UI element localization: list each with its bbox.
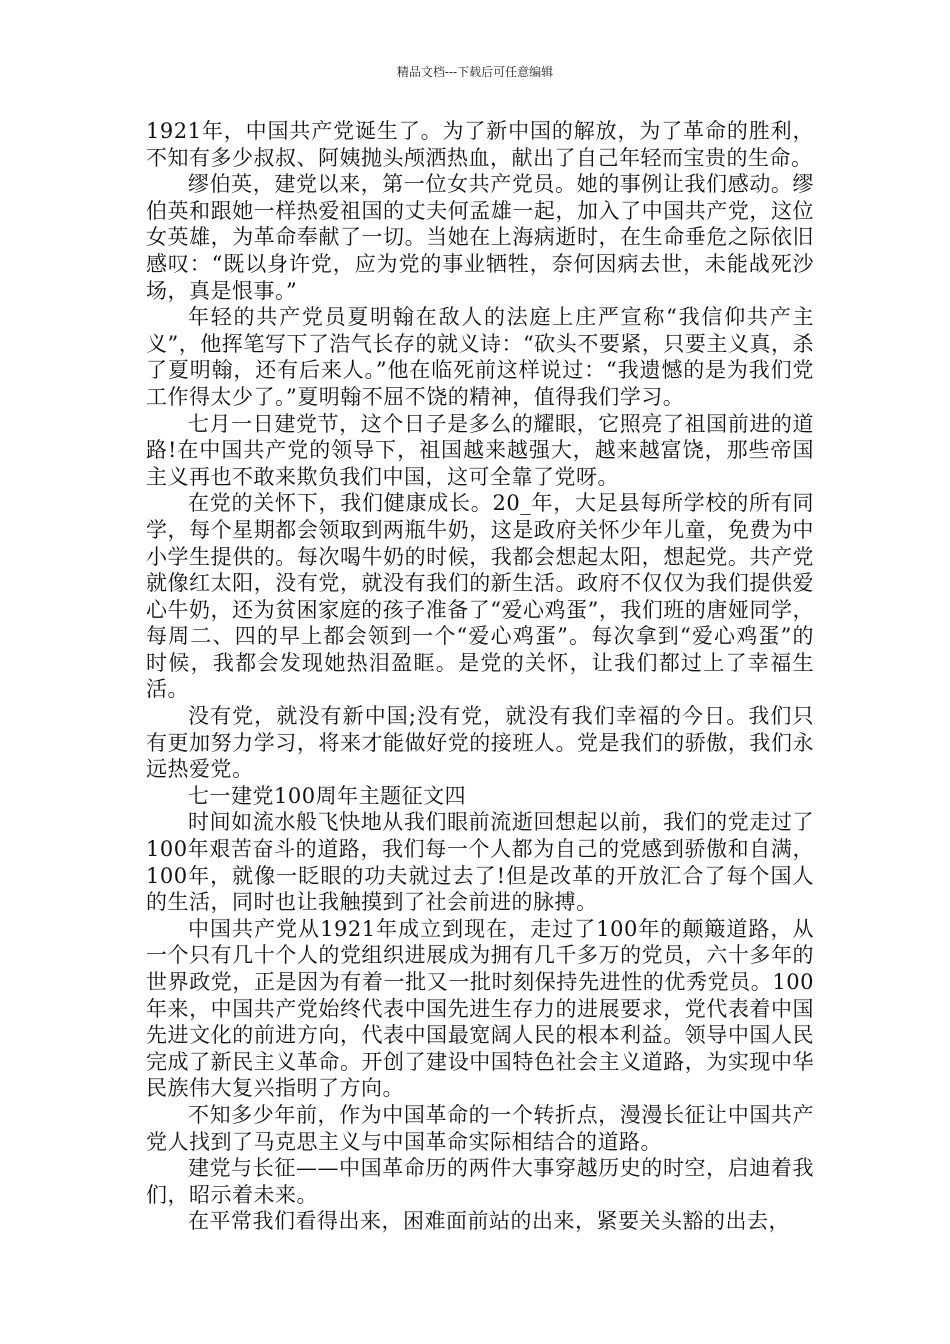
paragraph: 缪伯英，建党以来，第一位女共产党员。她的事例让我们感动。缪伯英和跟她一样热爱祖国的丈夫何孟雄一起，加入了中国共产党，这位女英雄，为革命奉献了一切。当她在上海病逝时，在生命垂危之际依旧感叹：“既以身许党，应为党的事业牺牲，奈何因病去世，未能战死沙场，真是恨事。”	[146, 172, 814, 303]
paragraph: 中国共产党从1921年成立到现在，走过了100年的颠簸道路，从一个只有几十个人的党组织进展成为拥有几千多万的党员，六十多年的世界政党，正是因为有着一批又一批时刻保持先进性的优秀党员。100年来，中国共产党始终代表中国先进生存力的进展要求，党代表着中国先进文化的前进方向，代表中国最宽阔人民的根本利益。领导中国人民完成了新民主义革命。开创了建设中国特色社会主义道路，为实现中华民族伟大复兴指明了方向。	[146, 916, 814, 1101]
document-body	[146, 118, 814, 1235]
page-header: 精品文档---下载后可任意编辑	[396, 65, 554, 79]
paragraph: 年轻的共产党员夏明翰在敌人的法庭上庄严宣称“我信仰共产主义”，他挥笔写下了浩气长存的就义诗：“砍头不要紧，只要主义真，杀了夏明翰，还有后来人。”他在临死前这样说过：“我遗憾的是为我们党工作得太少了。”夏明翰不屈不饶的精神，值得我们学习。	[146, 305, 814, 409]
paragraph: 不知多少年前，作为中国革命的一个转折点，漫漫长征让中国共产党人找到了马克思主义与中国革命实际相结合的道路。	[146, 1102, 814, 1154]
paragraph: 在党的关怀下，我们健康成长。20_年，大足县每所学校的所有同学，每个星期都会领取到两瓶牛奶，这是政府关怀少年儿童，免费为中小学生提供的。每次喝牛奶的时候，我都会想起太阳，想起党。共产党就像红太阳，没有党，就没有我们的新生活。政府不仅仅为我们提供爱心牛奶，还为贫困家庭的孩子准备了“爱心鸡蛋”，我们班的唐娅同学，每周二、四的早上都会领到一个“爱心鸡蛋”。每次拿到“爱心鸡蛋”的时候，我都会发现她热泪盈眶。是党的关怀，让我们都过上了幸福生活。	[146, 491, 814, 702]
paragraph: 建党与长征——中国革命历的两件大事穿越历史的时空，启迪着我们，昭示着未来。	[146, 1156, 814, 1207]
paragraph: 在平常我们看得出来，困难面前站的出来，紧要关头豁的出去，	[188, 1209, 790, 1234]
paragraph: 时间如流水般飞快地从我们眼前流逝回想起以前，我们的党走过了100年艰苦奋斗的道路，我们每一个人都为自己的党感到骄傲和自满，100年，就像一眨眼的功夫就过去了!但是改革的开放汇合了每个国人的生活，同时也让我触摸到了社会前进的脉搏。	[146, 810, 814, 915]
section-heading: 七一建党100周年主题征文四	[188, 783, 467, 808]
paragraph: 七月一日建党节，这个日子是多么的耀眼，它照亮了祖国前进的道路!在中国共产党的领导下，祖国越来越强大，越来越富饶，那些帝国主义再也不敢来欺负我们中国，这可全靠了党呀。	[146, 411, 814, 489]
paragraph: 1921年，中国共产党诞生了。为了新中国的解放，为了革命的胜利，不知有多少叔叔、阿姨抛头颅洒热血，献出了自己年轻而宝贵的生命。	[146, 119, 814, 170]
paragraph: 没有党，就没有新中国;没有党，就没有我们幸福的今日。我们只有更加努力学习，将来才能做好党的接班人。党是我们的骄傲，我们永远热爱党。	[146, 704, 814, 782]
